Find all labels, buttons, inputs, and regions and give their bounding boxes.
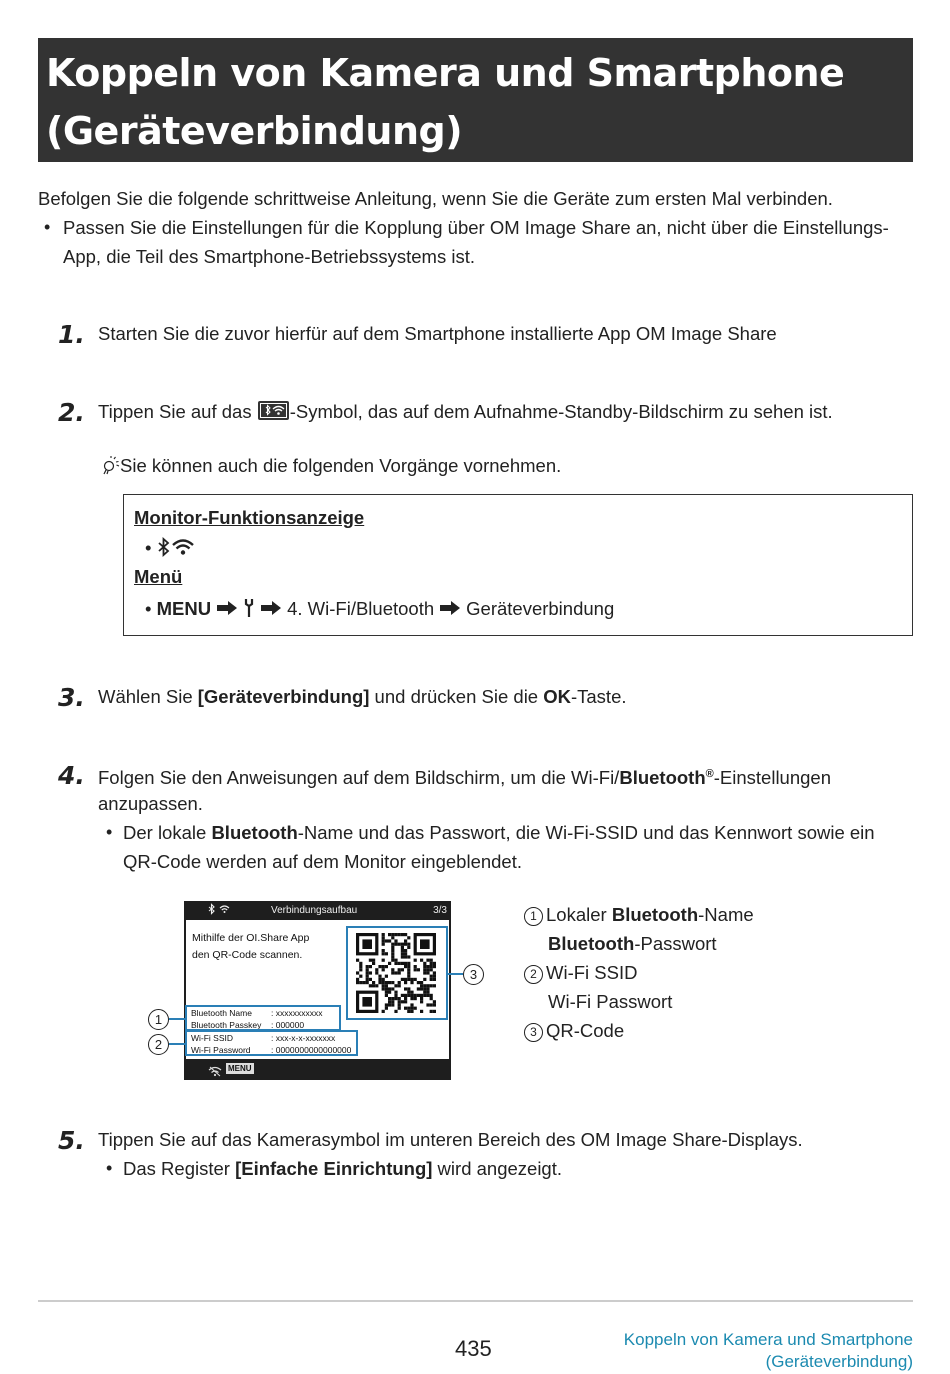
step-4-bold: Bluetooth	[619, 767, 706, 789]
info-key: Wi-Fi SSID	[191, 1033, 234, 1043]
menu-item: 4. Wi-Fi/Bluetooth	[287, 598, 435, 619]
legend-item-2	[524, 958, 637, 987]
camera-screen-footer	[184, 1059, 451, 1080]
page-number: 435	[455, 1336, 492, 1361]
step-4-bullet-pre: Der lokale	[123, 822, 212, 843]
legend-num: 1	[524, 907, 543, 926]
wifi-connection-icon	[257, 400, 290, 429]
footer-title-line2[interactable]: (Geräteverbindung)	[765, 1352, 913, 1371]
camera-screen-message	[192, 930, 309, 964]
bullet-dot: •	[106, 822, 113, 842]
legend-text: Wi-Fi SSID	[546, 962, 638, 983]
step-2-hint-text: Sie können auch die folgenden Vorgänge vornehmen.	[120, 455, 562, 476]
legend-num: 3	[524, 1023, 543, 1042]
info-value: : xxx-x-x-xxxxxxx	[271, 1033, 336, 1043]
step-4-bullet-line2: QR-Code werden auf dem Monitor eingeblendet.	[123, 851, 523, 872]
arrow-right-icon	[439, 600, 461, 616]
camera-screen-title: Verbindungsaufbau	[271, 905, 358, 916]
step-2-number: 2.	[58, 398, 85, 427]
step-5-text: Tippen Sie auf das Kamerasymbol im unteren Bereich des OM Image Share-Displays.	[98, 1129, 803, 1150]
page-title-line2: (Geräteverbindung)	[46, 109, 463, 153]
step-5-bullet-post: wird angezeigt.	[432, 1158, 562, 1179]
step-1-text: Starten Sie die zuvor hierfür auf dem Smartphone installierte App OM Image Share	[98, 323, 777, 344]
page-title	[38, 38, 913, 162]
legend-num: 2	[524, 965, 543, 984]
menu-tag: MENU	[228, 1064, 252, 1073]
info-value: : 000000	[271, 1020, 305, 1030]
arrow-right-icon	[216, 600, 238, 616]
step-2-post: -Symbol, das auf dem Aufnahme-Standby-Bildschirm zu sehen ist.	[289, 401, 833, 422]
hint-lightbulb-icon	[100, 454, 120, 483]
step-5-bullet-pre: Das Register	[123, 1158, 236, 1179]
intro-text: Befolgen Sie die folgende schrittweise Anleitung, wenn Sie die Geräte zum ersten Mal verbinden.	[38, 188, 833, 209]
step-5-bullet	[123, 1154, 562, 1183]
legend-text: -Passwort	[634, 933, 717, 954]
registered-mark: ®	[705, 768, 714, 780]
step-2-pre: Tippen Sie auf das	[98, 401, 257, 422]
wrench-icon	[243, 597, 255, 626]
step-4-pre: Folgen Sie den Anweisungen auf dem Bildschirm, um die Wi-Fi/	[98, 767, 620, 789]
camera-msg-line1: Mithilfe der OI.Share App	[192, 932, 310, 944]
callout-2: 2	[148, 1034, 169, 1055]
box-menu-path: • MENU 4. Wi-Fi/Bluetooth Geräteverbindung	[145, 594, 614, 626]
qr-callout-box	[346, 926, 448, 1020]
step-3-pre: Wählen Sie	[98, 686, 198, 707]
step-4-line2: anzupassen.	[98, 793, 203, 814]
page-title-line1: Koppeln von Kamera und Smartphone	[46, 51, 845, 95]
legend-text: QR-Code	[546, 1020, 625, 1041]
camera-screen-header	[184, 901, 451, 920]
step-3-bold-item: [Geräteverbindung]	[197, 686, 370, 707]
step-4-bullet-bold: Bluetooth	[211, 822, 298, 843]
legend-item-3	[524, 1016, 624, 1045]
step-5-bullet-bold: [Einfache Einrichtung]	[235, 1158, 433, 1179]
info-key: Wi-Fi Password	[191, 1045, 251, 1055]
bullet-dot: •	[44, 217, 51, 237]
info-key: Bluetooth Name	[191, 1008, 252, 1018]
step-4-post: -Einstellungen	[713, 767, 831, 789]
callout-3: 3	[463, 964, 484, 985]
wifi-off-icon	[208, 1064, 222, 1082]
box-heading-menu: Menü	[134, 566, 183, 587]
footer-section-link[interactable]	[624, 1329, 913, 1373]
step-3-post: -Taste.	[570, 686, 627, 707]
step-3-ok: OK	[543, 686, 571, 707]
legend-text: Lokaler	[546, 904, 612, 925]
info-key: Bluetooth Passkey	[191, 1020, 262, 1030]
box-monitor-icons: •	[145, 533, 195, 565]
intro-bullet-line2: App, die Teil des Smartphone-Betriebssystems ist.	[63, 246, 475, 267]
camera-msg-line2: den QR-Code scannen.	[192, 949, 303, 961]
intro-bullet-line1: Passen Sie die Einstellungen für die Kopplung über OM Image Share an, nicht über die Einstellungs-	[63, 217, 889, 238]
step-3-mid: und drücken Sie die	[369, 686, 544, 707]
bullet-dot: •	[106, 1158, 113, 1178]
info-value: : 0000000000000000	[271, 1045, 352, 1055]
legend-text: -Name	[698, 904, 754, 925]
wifi-icon	[219, 901, 230, 920]
legend-bold: Bluetooth	[611, 904, 699, 925]
step-2-text	[98, 397, 833, 429]
step-3-text	[98, 682, 627, 711]
camera-screen-page: 3/3	[433, 905, 447, 916]
step-4-number: 4.	[58, 761, 85, 790]
callout-1: 1	[148, 1009, 169, 1030]
step-3-number: 3.	[58, 683, 85, 712]
step-2-hint	[100, 451, 561, 483]
step-5-number: 5.	[58, 1126, 85, 1155]
step-1-number: 1.	[58, 320, 85, 349]
legend-item-1	[524, 900, 754, 929]
step-4-bullet-post: -Name und das Passwort, die Wi-Fi-SSID und das Kennwort sowie ein	[297, 822, 875, 843]
step-4-bullet	[123, 818, 875, 847]
arrow-right-icon	[260, 600, 282, 616]
footer-title-line1[interactable]: Koppeln von Kamera und Smartphone	[623, 1330, 913, 1349]
menu-target: Geräteverbindung	[466, 598, 615, 619]
box-heading-monitor: Monitor-Funktionsanzeige	[134, 507, 365, 528]
legend-item-2b: Wi-Fi Passwort	[548, 991, 673, 1012]
legend-item-1b	[548, 929, 717, 958]
legend-bold: Bluetooth	[548, 933, 635, 954]
wifi-icon	[171, 536, 195, 565]
info-value: : xxxxxxxxxxx	[271, 1008, 323, 1018]
wifi-callout-box	[185, 1030, 358, 1056]
step-4-text	[98, 760, 831, 792]
footer-divider	[38, 1300, 913, 1302]
bluetooth-icon	[157, 536, 171, 565]
bluetooth-icon	[208, 901, 216, 920]
bluetooth-callout-box	[185, 1005, 341, 1031]
menu-label: MENU	[156, 598, 212, 619]
